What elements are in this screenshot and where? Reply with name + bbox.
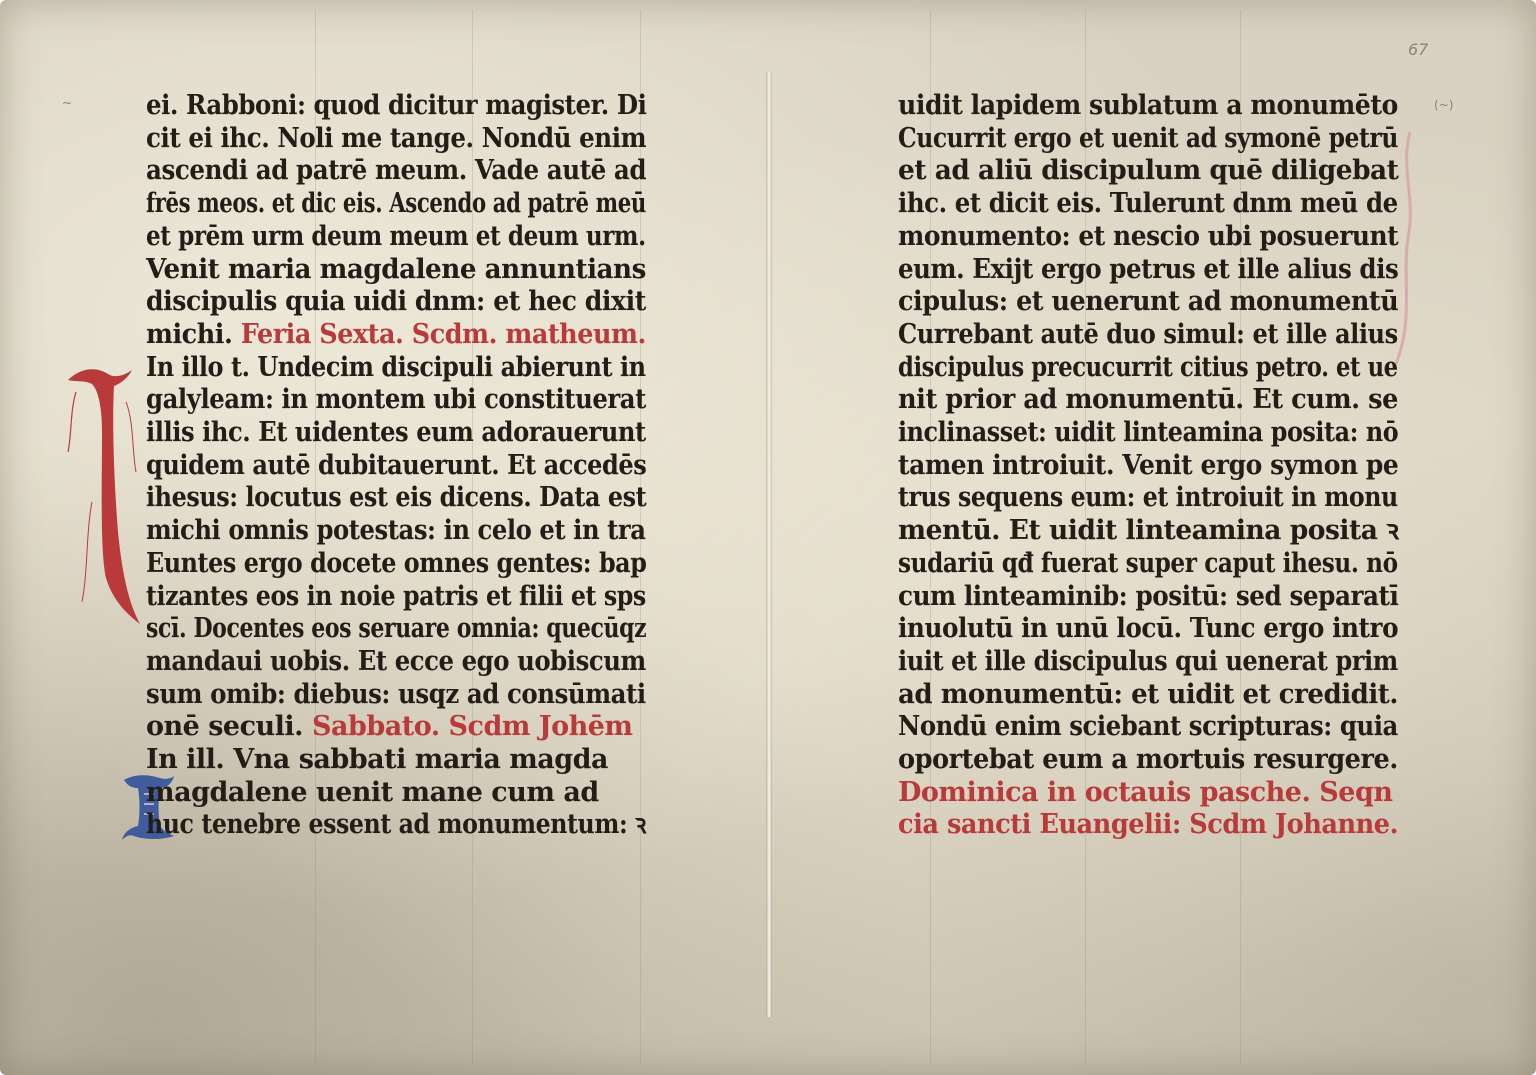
text-line: Nondū enim sciebant scripturas: quia — [898, 711, 1398, 743]
rubric-line: Dominica in octauis pasche. Seqn — [898, 776, 1393, 808]
text-line: michi omnis potestas: in celo et in tra — [146, 515, 646, 547]
rubric-line: cia sancti Euangelii: Scdm Johanne. — [898, 809, 1399, 841]
text-line: sudariū qđ fuerat super caput ihesu. nō — [898, 547, 1398, 579]
text-line: trus sequens eum: et introiuit in monu — [898, 482, 1398, 514]
text-line: In ill. Vna sabbati maria magda — [146, 744, 609, 776]
rubric: Sabbato. Scdm Johēm — [311, 711, 633, 743]
text-line: discipulis quia uidi dnm: et hec dixit — [146, 286, 646, 318]
red-initial-i — [62, 362, 142, 632]
folio-number: 67 — [1408, 40, 1429, 59]
text-line: tamen introiuit. Venit ergo symon pe — [898, 449, 1399, 481]
text-line: huc tenebre essent ad monumentum: ꝛ — [146, 809, 646, 841]
text-line: onē seculi. Sabbato. Scdm Johēm — [146, 711, 633, 743]
margin-mark: ~ — [62, 96, 73, 110]
text-line: et ad aliū discipulum quē diligebat — [898, 155, 1399, 187]
text-line: magdalene uenit mane cum ad — [146, 776, 599, 808]
right-page-text — [898, 90, 1398, 842]
text-line: illis ihc. Et uidentes eum adorauerunt — [146, 417, 646, 449]
text-line: inclinasset: uidit linteamina posita: nō — [898, 417, 1399, 449]
text-line: discipulus precucurrit citius petro. et ue — [898, 351, 1398, 383]
left-page-text — [146, 90, 646, 842]
text-line: quidem autē dubitauerunt. Et accedēs — [146, 449, 647, 481]
text-line: ei. Rabboni: quod dicitur magister. Di — [146, 90, 647, 121]
text-line: nit prior ad monumentū. Et cum. se — [898, 384, 1398, 416]
text-line: Euntes ergo docete omnes gentes: bap — [146, 547, 647, 579]
text-line: mentū. Et uidit linteamina posita ꝛ — [898, 515, 1399, 547]
text-line: cum linteaminib: positū: sed separatī — [898, 580, 1399, 612]
text-line: scī. Docentes eos seruare omnia: quecūqz — [146, 613, 647, 645]
text-line: uidit lapidem sublatum a monumēto — [898, 90, 1398, 121]
text-line: cipulus: et uenerunt ad monumentū — [898, 286, 1399, 318]
text-line: Venit maria magdalene annuntians — [146, 253, 646, 285]
text-line: inuolutū in unū locū. Tunc ergo intro — [898, 613, 1399, 645]
text-line: ad monumentū: et uidit et credidit. — [898, 678, 1398, 710]
text-line: oportebat eum a mortuis resurgere. — [898, 744, 1398, 776]
text-line: Currebant autē duo simul: et ille alius — [898, 318, 1398, 350]
text-line: ihesus: locutus est eis dicens. Data est — [146, 482, 647, 514]
text-line: mandaui uobis. Et ecce ego uobiscum — [146, 645, 646, 677]
text-line: Cucurrit ergo et uenit ad symonē petrū — [898, 122, 1398, 154]
text-line: iuit et ille discipulus qui uenerat prim — [898, 645, 1398, 677]
text-line: In illo t. Undecim discipuli abierunt in — [146, 351, 646, 383]
text-line: ascendi ad patrē meum. Vade autē ad — [146, 155, 647, 187]
text-line: sum omib: diebus: usqz ad consūmati — [146, 678, 646, 710]
text-line: cit ei ihc. Noli me tange. Nondū enim — [146, 122, 647, 154]
text-line: galyleam: in montem ubi constituerat — [146, 384, 646, 416]
text-line: tizantes eos in noie patris et filii et sps — [146, 580, 646, 612]
text-line: monumento: et nescio ubi posuerunt — [898, 220, 1399, 252]
text-line: frēs meos. et dic eis. Ascendo ad patrē meū — [146, 188, 646, 220]
text-line: et prēm urm deum meum et deum urm. — [146, 220, 646, 252]
text-line: michi. Feria Sexta. Scdm. matheum. — [146, 318, 646, 350]
rubric: Feria Sexta. Scdm. matheum. — [240, 318, 646, 350]
center-fold — [766, 72, 772, 1017]
margin-mark: (~) — [1434, 98, 1454, 112]
text-line: eum. Exijt ergo petrus et ille alius dis — [898, 253, 1399, 285]
text-line: ihc. et dicit eis. Tulerunt dnm meū de — [898, 188, 1398, 220]
